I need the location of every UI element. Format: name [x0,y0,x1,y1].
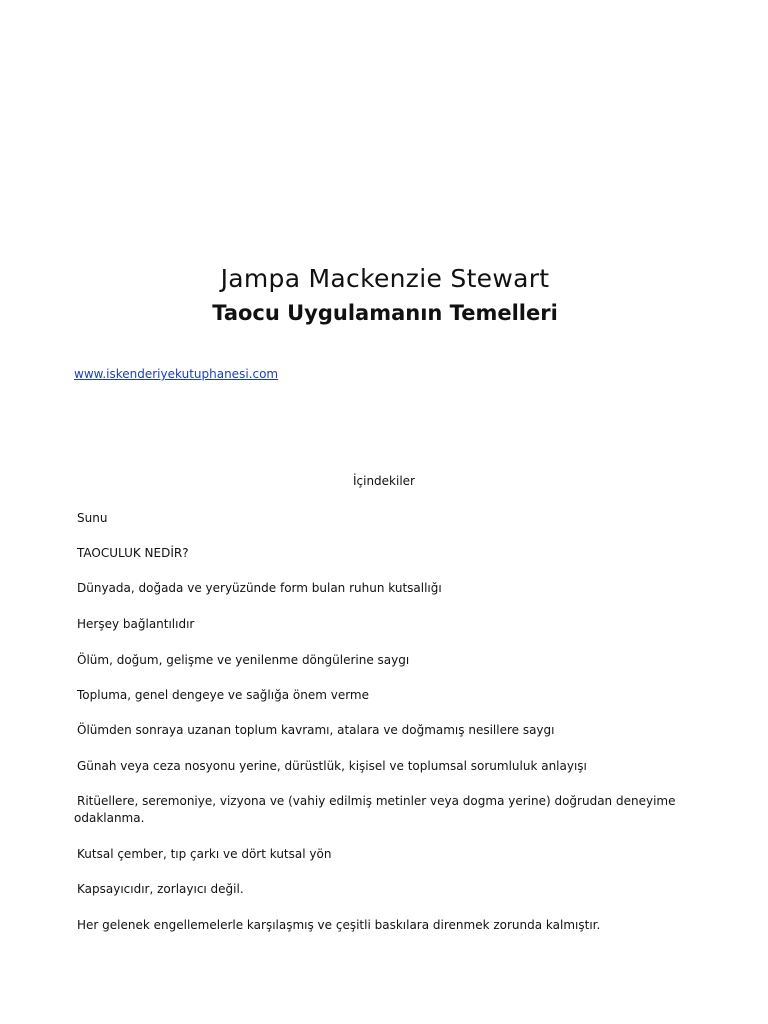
toc-item-rituellere[interactable]: Ritüellere, seremoniye, vizyona ve (vahiy edilmiş metinler veya dogma yerine) doğrudan deneyime odaklanma. [74,794,676,825]
author-name: Jampa Mackenzie Stewart [220,264,550,293]
toc-item-ruhun-kutsalligi[interactable]: Dünyada, doğada ve yeryüzünde form bulan ruhun kutsallığı [77,581,442,595]
toc-heading: İçindekiler [352,474,415,488]
toc-item-donguler[interactable]: Ölüm, doğum, gelişme ve yenilenme döngülerine saygı [77,653,410,667]
toc-item-her-gelenek[interactable]: Her gelenek engellemelerle karşılaşmış ve çeşitli baskılara direnmek zorunda kalmıştır. [77,918,601,932]
website-link[interactable]: www.iskenderiyekutuphanesi.com [74,367,279,381]
toc-list [74,510,694,934]
toc-item-kutsal-cember[interactable]: Kutsal çember, tıp çarkı ve dört kutsal yön [77,847,332,861]
toc-item-taoculuk-nedir[interactable]: TAOCULUK NEDİR? [77,546,189,560]
toc-item-toplum-kavrami[interactable]: Ölümden sonraya uzanan toplum kavramı, atalara ve doğmamış nesillere saygı [77,723,555,737]
book-title: Taocu Uygulamanın Temelleri [212,301,558,325]
toc-item-toplum-denge[interactable]: Topluma, genel dengeye ve sağlığa önem verme [77,688,369,702]
toc-item-sorumluluk[interactable]: Günah veya ceza nosyonu yerine, dürüstlük, kişisel ve toplumsal sorumluluk anlayışı [77,759,587,773]
toc-item-herşey-baglantilidir[interactable]: Herşey bağlantılıdır [77,617,195,631]
toc-item-sunu[interactable]: Sunu [77,511,108,525]
toc-item-kapsayici[interactable]: Kapsayıcıdır, zorlayıcı değil. [77,882,244,896]
